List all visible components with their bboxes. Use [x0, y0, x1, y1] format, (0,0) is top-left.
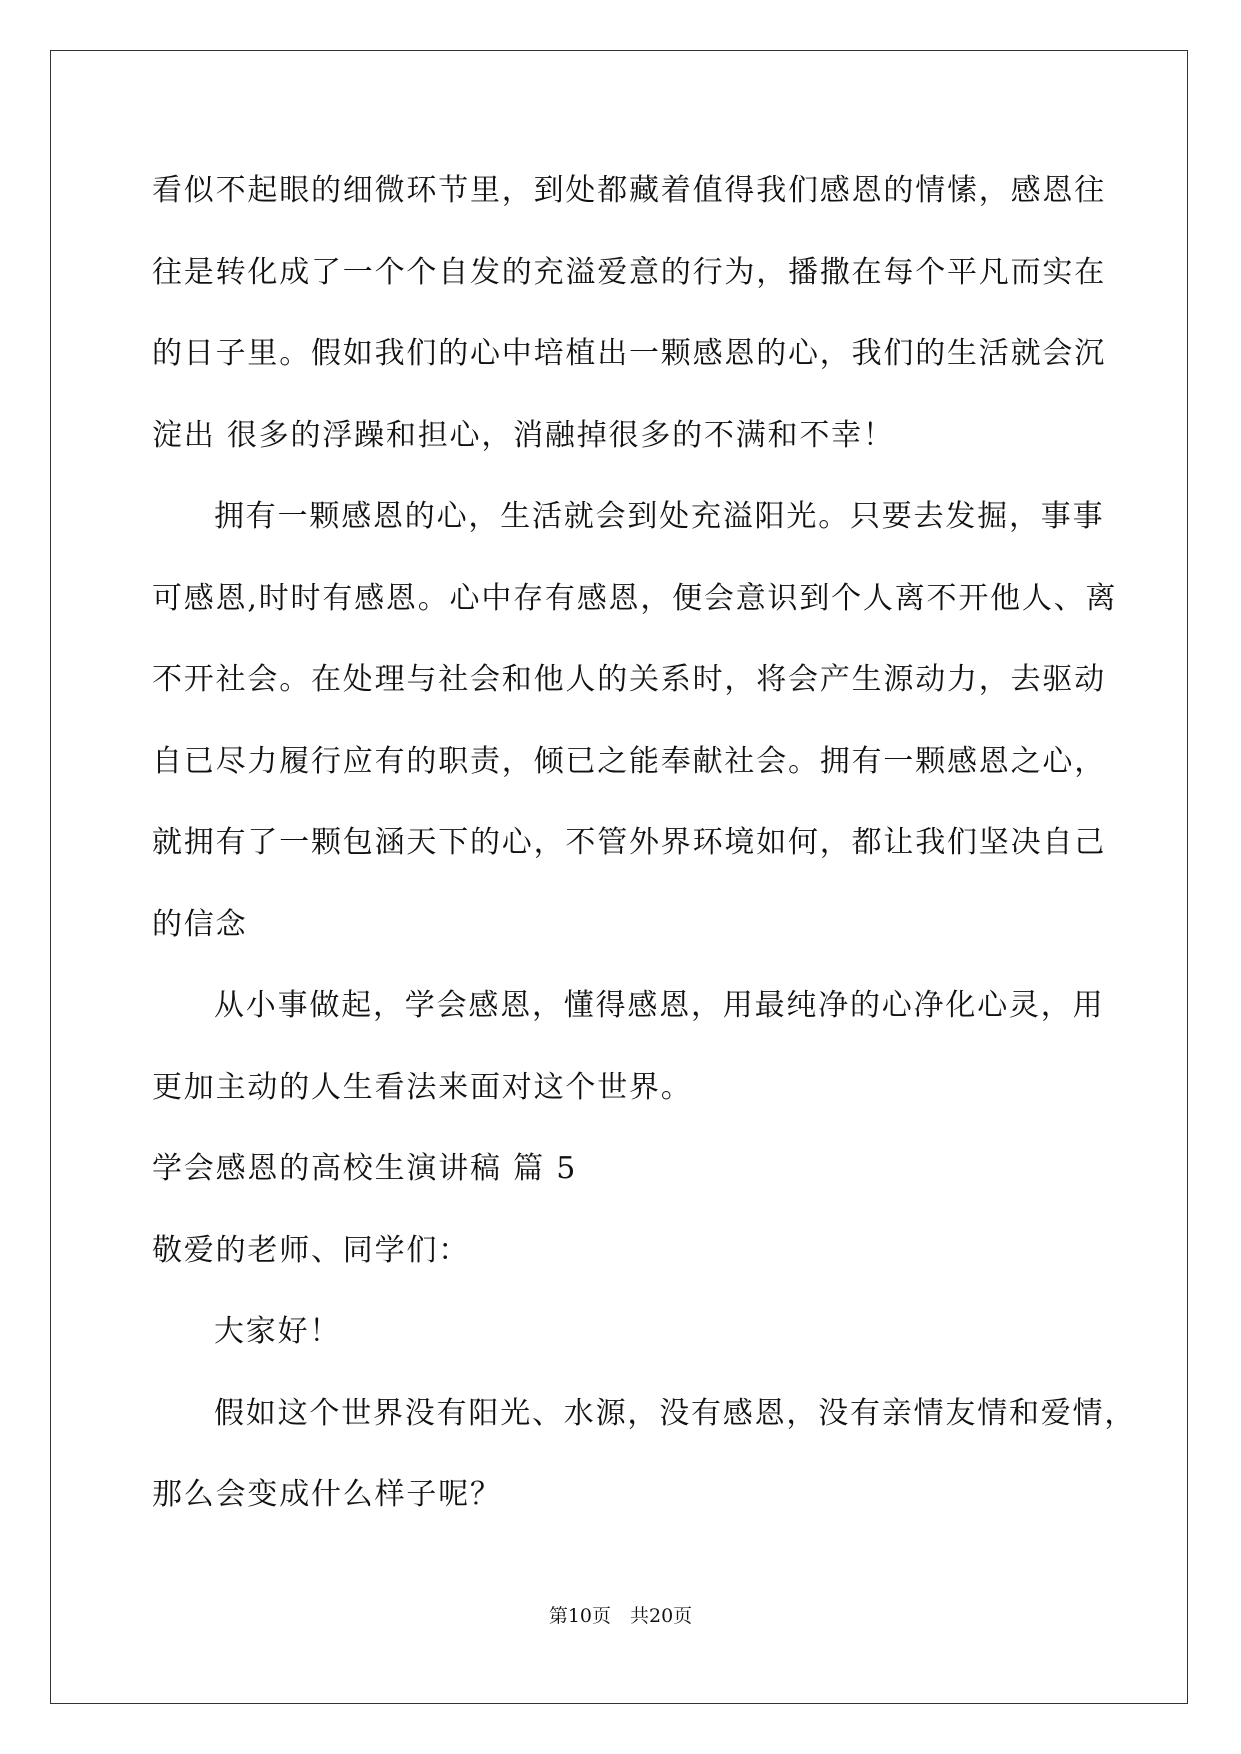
- page-number: 第10页 共20页: [548, 1605, 693, 1627]
- document-body: [152, 162, 1137, 1548]
- body-line: 假如这个世界没有阳光、水源，没有感恩，没有亲情友情和爱情，: [214, 1395, 1137, 1431]
- body-line: 就拥有了一颗包涵天下的心，不管外界环境如何，都让我们坚决自己: [152, 825, 1106, 860]
- section-heading: 学会感恩的高校生演讲稿 篇 5: [152, 1151, 578, 1186]
- body-line: 看似不起眼的细微环节里，到处都藏着值得我们感恩的情愫，感恩往: [152, 173, 1106, 208]
- body-line: 的日子里。假如我们的心中培植出一颗感恩的心，我们的生活就会沉: [152, 336, 1106, 371]
- body-line: 可感恩,时时有感恩。心中存有感恩，便会意识到个人离不开他人、离: [152, 580, 1118, 616]
- body-line: 拥有一颗感恩的心，生活就会到处充溢阳光。只要去发掘，事事: [214, 499, 1105, 534]
- body-line: 自已尽力履行应有的职责，倾已之能奉献社会。拥有一颗感恩之心，: [152, 743, 1106, 779]
- greeting: 大家好！: [214, 1314, 342, 1349]
- body-line: 那么会变成什么样子呢？: [152, 1477, 502, 1512]
- body-line: 更加主动的人生看法来面对这个世界。: [152, 1069, 693, 1105]
- body-line: 从小事做起，学会感恩，懂得感恩，用最纯净的心净化心灵，用: [214, 988, 1105, 1023]
- body-line: 不开社会。在处理与社会和他人的关系时，将会产生源动力，去驱动: [152, 662, 1106, 697]
- body-line: 淀出 很多的浮躁和担心，消融掉很多的不满和不幸！: [152, 417, 895, 453]
- salutation: 敬爱的老师、同学们：: [152, 1232, 470, 1268]
- body-line: 往是转化成了一个个自发的充溢爱意的行为，播撒在每个平凡而实在: [152, 254, 1106, 290]
- body-line: 的信念: [152, 906, 248, 942]
